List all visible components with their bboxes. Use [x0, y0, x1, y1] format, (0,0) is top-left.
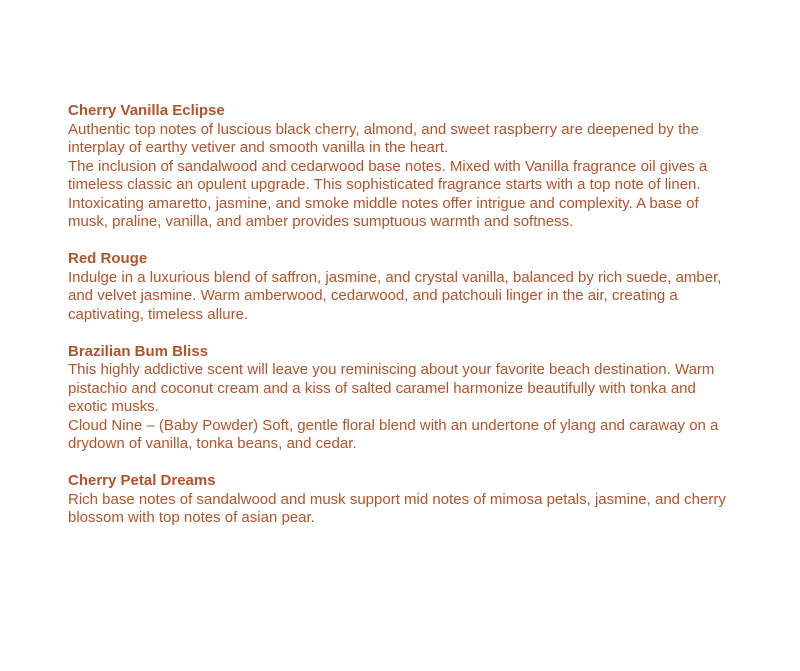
fragrance-description: This highly addictive scent will leave you reminiscing about your favorite beach destination. Warm pistachio and coconut cream and a kiss of salted caramel harmonize beautifully with tonka and exotic musks.: [68, 361, 715, 415]
fragrance-section-cherry-vanilla-eclipse: [68, 102, 730, 232]
fragrance-description: Authentic top notes of luscious black cherry, almond, and sweet raspberry are deepened by the interplay of earthy vetiver and smooth vanilla in the heart.: [68, 120, 699, 156]
fragrance-list: [68, 102, 730, 546]
fragrance-title: Red Rouge: [68, 250, 148, 267]
fragrance-description: The inclusion of sandalwood and cedarwood base notes. Mixed with Vanilla fragrance oil gives a timeless classic an opulent upgrade. This sophisticated fragrance starts with a top note of linen. Intoxicating amaretto, jasmine, and smoke middle notes offer intrigue and complexity. A base of musk, praline, vanilla, and amber provides sumptuous warmth and softness.: [68, 157, 708, 230]
fragrance-title: Brazilian Bum Bliss: [68, 342, 209, 360]
fragrance-section-brazilian-bum-bliss: [68, 343, 730, 454]
fragrance-section-red-rouge: [68, 250, 730, 324]
fragrance-description: Cloud Nine – (Baby Powder) Soft, gentle floral blend with an undertone of ylang and caraway on a drydown of vanilla, tonka beans, and cedar.: [68, 416, 719, 452]
fragrance-description: Rich base notes of sandalwood and musk support mid notes of mimosa petals, jasmine, and cherry blossom with top notes of asian pear.: [68, 490, 726, 526]
fragrance-title: Cherry Vanilla Eclipse: [68, 102, 225, 119]
fragrance-description: Indulge in a luxurious blend of saffron, jasmine, and crystal vanilla, balanced by rich suede, amber, and velvet jasmine. Warm amberwood, cedarwood, and patchouli linger in the air, creating a captivating, timeless allure.: [68, 268, 722, 323]
fragrance-title: Cherry Petal Dreams: [68, 472, 216, 489]
fragrance-section-cherry-petal-dreams: [68, 472, 730, 528]
